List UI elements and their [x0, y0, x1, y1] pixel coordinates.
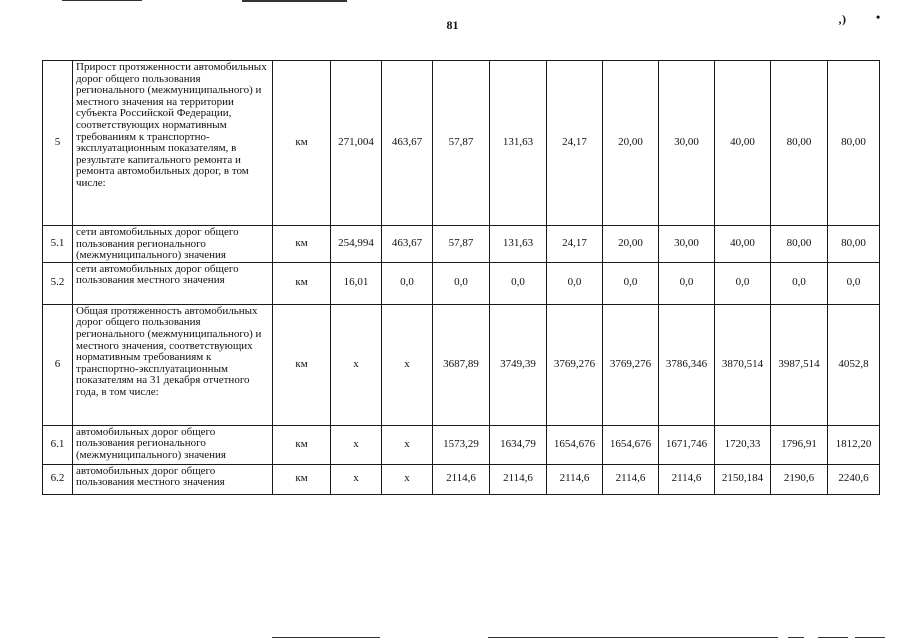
value-cell: х	[331, 304, 382, 425]
value-cell: 1671,746	[659, 425, 715, 464]
table-row	[43, 425, 880, 464]
unit-cell: км	[273, 262, 331, 304]
value-cell: 2190,6	[771, 464, 828, 494]
row-number-cell: 6.2	[43, 464, 73, 494]
value-cell: х	[382, 425, 433, 464]
value-cell: х	[382, 464, 433, 494]
table-row	[43, 226, 880, 263]
value-cell: 1812,20	[828, 425, 880, 464]
value-cell: х	[331, 425, 382, 464]
value-cell: 2114,6	[490, 464, 547, 494]
corner-mark	[838, 12, 846, 27]
value-cell: 0,0	[771, 262, 828, 304]
value-cell: 3769,276	[547, 304, 603, 425]
value-cell: 131,63	[490, 226, 547, 263]
footer-line-4	[818, 637, 848, 638]
value-cell: 0,0	[433, 262, 490, 304]
value-cell: 0,0	[382, 262, 433, 304]
value-cell: 80,00	[771, 61, 828, 226]
indicator-description-cell: автомобильных дорог общего пользования регионального (межмуниципального) значения	[73, 425, 273, 464]
value-cell: 1573,29	[433, 425, 490, 464]
unit-cell: км	[273, 464, 331, 494]
value-cell: х	[331, 464, 382, 494]
value-cell: 3987,514	[771, 304, 828, 425]
indicators-table	[42, 60, 880, 495]
table-row	[43, 262, 880, 304]
value-cell: 0,0	[659, 262, 715, 304]
table-row	[43, 304, 880, 425]
value-cell: 3786,346	[659, 304, 715, 425]
value-cell: 16,01	[331, 262, 382, 304]
table-row	[43, 464, 880, 494]
value-cell: 24,17	[547, 226, 603, 263]
indicator-description-cell: автомобильных дорог общего пользования местного значения	[73, 464, 273, 494]
footer-line-1	[272, 637, 380, 638]
value-cell: 2114,6	[433, 464, 490, 494]
value-cell: 1654,676	[603, 425, 659, 464]
value-cell: 80,00	[828, 61, 880, 226]
corner-glyph-icon: ‚)	[838, 12, 846, 26]
corner-dot: •	[876, 10, 881, 24]
value-cell: 254,994	[331, 226, 382, 263]
value-cell: 0,0	[715, 262, 771, 304]
indicator-description-cell: сети автомобильных дорог общего пользования регионального (межмуниципального) значения	[73, 226, 273, 263]
unit-cell: км	[273, 425, 331, 464]
value-cell: 2150,184	[715, 464, 771, 494]
unit-cell: км	[273, 61, 331, 226]
value-cell: 2114,6	[547, 464, 603, 494]
page-number: 81	[446, 18, 459, 32]
value-cell: 1720,33	[715, 425, 771, 464]
value-cell: 4052,8	[828, 304, 880, 425]
value-cell: 30,00	[659, 61, 715, 226]
value-cell: 2114,6	[603, 464, 659, 494]
value-cell: 463,67	[382, 61, 433, 226]
indicator-description-cell: сети автомобильных дорог общего пользования местного значения	[73, 262, 273, 304]
row-number-cell: 5.1	[43, 226, 73, 263]
value-cell: 0,0	[547, 262, 603, 304]
indicator-description-cell: Общая протяженность автомобильных дорог общего пользования регионального (межмуниципального) и местного значения, соответствующих нормативным требованиям к транспортно-эксплуатационным показателям на 31 декабря отчетного года, в том числе:	[73, 304, 273, 425]
value-cell: 0,0	[490, 262, 547, 304]
footer-line-5	[855, 637, 885, 638]
scan-mark-top-left	[62, 0, 142, 1]
row-number-cell: 6	[43, 304, 73, 425]
value-cell: 80,00	[828, 226, 880, 263]
value-cell: 80,00	[771, 226, 828, 263]
value-cell: х	[382, 304, 433, 425]
scan-mark-top-center	[242, 0, 347, 2]
footer-line-2	[488, 637, 778, 638]
value-cell: 3870,514	[715, 304, 771, 425]
unit-cell: км	[273, 304, 331, 425]
value-cell: 30,00	[659, 226, 715, 263]
value-cell: 463,67	[382, 226, 433, 263]
value-cell: 2240,6	[828, 464, 880, 494]
value-cell: 0,0	[603, 262, 659, 304]
unit-cell: км	[273, 226, 331, 263]
value-cell: 1796,91	[771, 425, 828, 464]
value-cell: 3769,276	[603, 304, 659, 425]
value-cell: 40,00	[715, 226, 771, 263]
value-cell: 131,63	[490, 61, 547, 226]
value-cell: 271,004	[331, 61, 382, 226]
value-cell: 0,0	[828, 262, 880, 304]
value-cell: 57,87	[433, 61, 490, 226]
value-cell: 40,00	[715, 61, 771, 226]
value-cell: 20,00	[603, 226, 659, 263]
value-cell: 3687,89	[433, 304, 490, 425]
value-cell: 1634,79	[490, 425, 547, 464]
row-number-cell: 6.1	[43, 425, 73, 464]
row-number-cell: 5.2	[43, 262, 73, 304]
row-number-cell: 5	[43, 61, 73, 226]
value-cell: 1654,676	[547, 425, 603, 464]
value-cell: 24,17	[547, 61, 603, 226]
indicator-description-cell: Прирост протяженности автомобильных дорог общего пользования регионального (межмуниципального) и местного значения на территории субъекта Российской Федерации, соответствующих нормативным требованиям к транспортно-эксплуатационным показателям, в результате капитального ремонта и ремонта автомобильных дорог, в том числе:	[73, 61, 273, 226]
value-cell: 3749,39	[490, 304, 547, 425]
footer-line-3	[788, 637, 804, 638]
table-body	[43, 61, 880, 495]
value-cell: 20,00	[603, 61, 659, 226]
value-cell: 2114,6	[659, 464, 715, 494]
table-row	[43, 61, 880, 226]
value-cell: 57,87	[433, 226, 490, 263]
